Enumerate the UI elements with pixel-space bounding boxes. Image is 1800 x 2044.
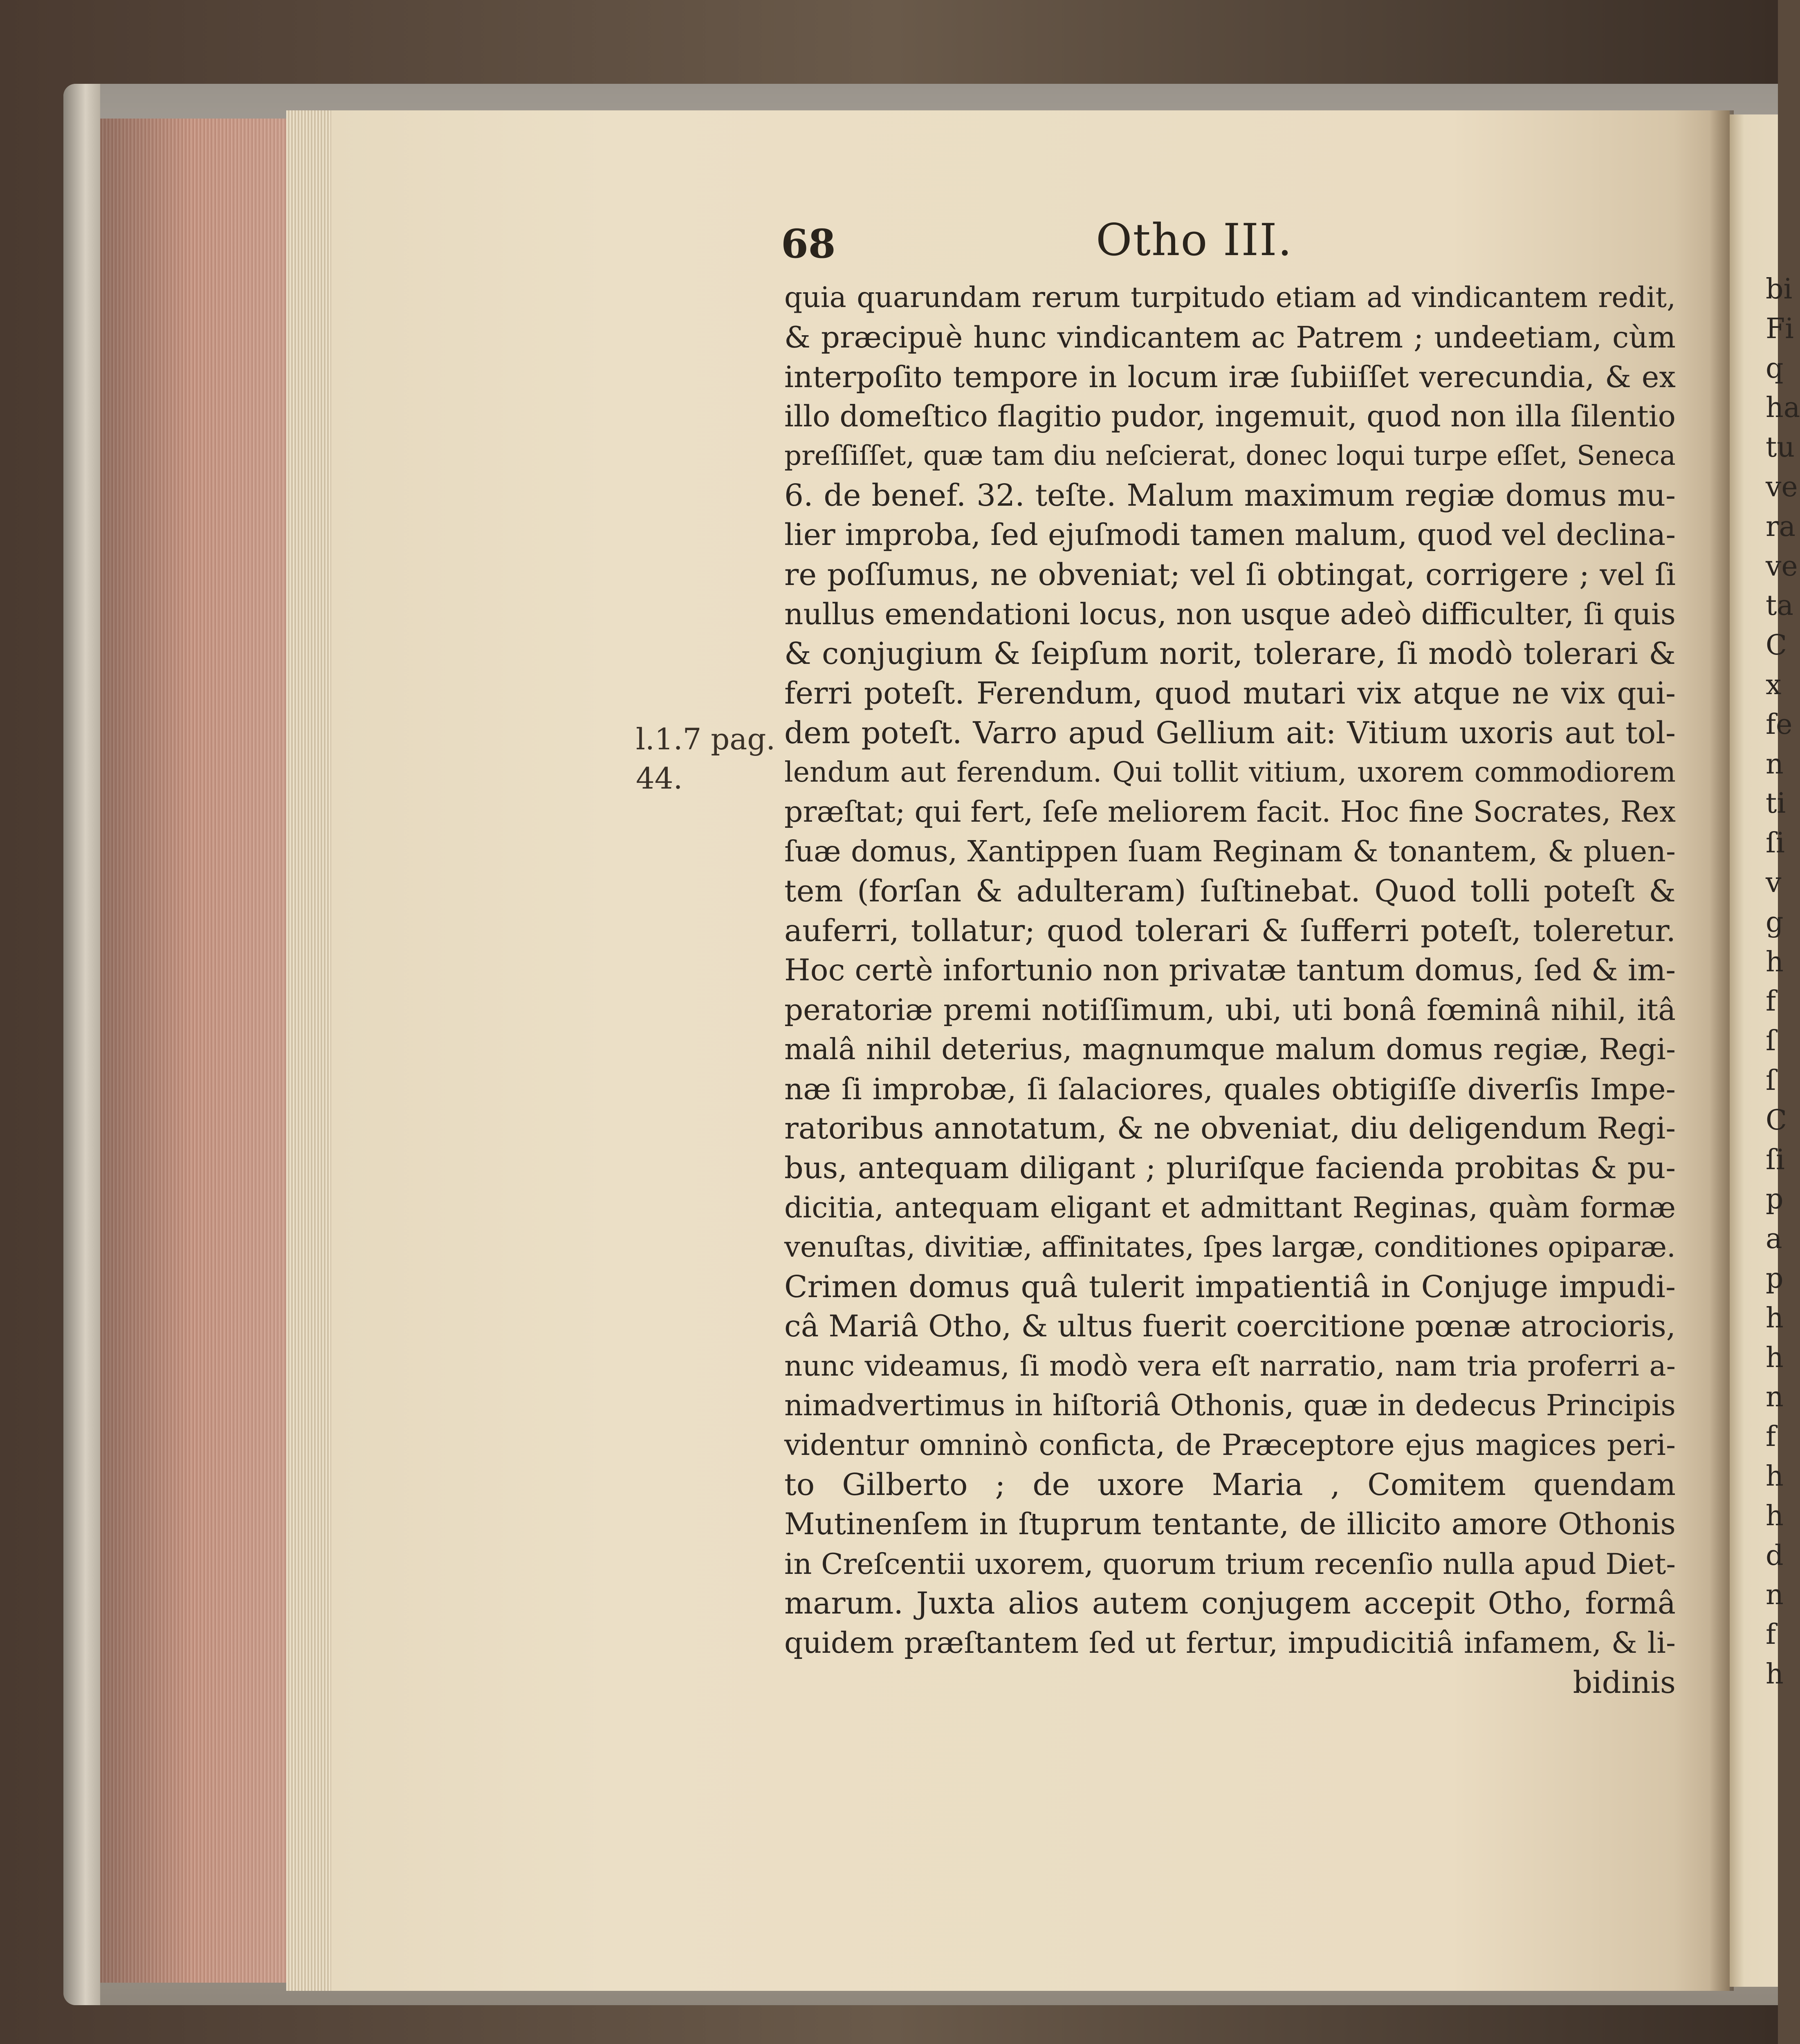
right-page-fragment: q [1766, 352, 1784, 385]
right-page-fragments [1766, 270, 1800, 1694]
text-line: Mutinenſem in ſtuprum tentante, de illicito amore Othonis [784, 1506, 1676, 1542]
right-page-fragment: ve [1766, 471, 1798, 503]
right-page-fragment: n [1766, 748, 1784, 780]
page-number: 68 [781, 221, 836, 267]
text-line: nunc videamus, ſi modò vera eſt narratio, nam tria proferri a- [784, 1349, 1676, 1383]
right-page-fragment: ſi [1766, 1143, 1785, 1176]
text-line: preſſiſſet, quæ tam diu neſcierat, donec loqui turpe eſſet, Seneca [784, 440, 1676, 472]
right-page-fragment: h [1766, 1499, 1784, 1532]
text-line: marum. Juxta alios autem conjugem accepit Otho, formâ [784, 1586, 1676, 1621]
right-page-fragment: d [1766, 1539, 1784, 1572]
text-line: dicitia, antequam eligant et admittant Reginas, quàm formæ [784, 1191, 1676, 1225]
right-page-fragment: ve [1766, 550, 1798, 583]
text-line: interpoſito tempore in locum iræ ſubiiſſet verecundia, & ex [784, 359, 1676, 394]
text-line: lier improba, ſed ejuſmodi tamen malum, quod vel declina- [784, 517, 1676, 552]
right-page-fragment: f [1766, 1618, 1776, 1651]
right-page-fragment: p [1766, 1183, 1784, 1216]
text-line: Crimen domus quâ tulerit impatientiâ in Conjuge impudi- [784, 1269, 1676, 1304]
body-text [784, 278, 1676, 1703]
right-page-fragment: ha [1766, 392, 1800, 424]
text-line: ſuæ domus, Xantippen ſuam Reginam & tonantem, & pluen- [784, 834, 1676, 869]
text-line: malâ nihil deterius, magnumque malum domus regiæ, Regi- [784, 1032, 1676, 1067]
margin-note-line-1: l.1.7 pag. [636, 722, 776, 756]
text-line: 6. de benef. 32. teſte. Malum maximum regiæ domus mu- [784, 477, 1676, 513]
right-page-fragment: g [1766, 906, 1784, 939]
right-page-fragment: n [1766, 1579, 1784, 1611]
text-line: peratoriæ premi notiſſimum, ubi, uti bonâ fœminâ nihil, itâ [784, 993, 1676, 1027]
text-line: ratoribus annotatum, & ne obveniat, diu deligendum Regi- [784, 1111, 1676, 1146]
text-line: præſtat; qui fert, ſeſe meliorem facit. Hoc fine Socrates, Rex [784, 795, 1676, 829]
right-page-fragment: ſi [1766, 827, 1785, 860]
right-page-fragment: C [1766, 629, 1787, 662]
text-line: Hoc certè infortunio non privatæ tantum domus, ſed & im- [784, 953, 1676, 988]
right-page-fragment: p [1766, 1262, 1784, 1295]
right-page-fragment: a [1766, 1223, 1782, 1255]
text-line: to Gilberto ; de uxore Maria , Comitem quendam [784, 1467, 1676, 1502]
text-line: nullus emendationi locus, non usque adeò difficulter, ſi quis [784, 597, 1676, 632]
right-page-fragment: C [1766, 1104, 1787, 1136]
page-edges [286, 110, 333, 1991]
text-line: videntur omninò confictа, de Præceptore ejus magices peri- [784, 1428, 1676, 1462]
margin-note [636, 719, 775, 798]
running-title: Otho III. [1096, 215, 1293, 266]
right-page-fragment: v [1766, 866, 1782, 899]
text-line: lendum aut ferendum. Qui tollit vitium, uxorem commodiorem [784, 756, 1676, 789]
right-page-fragment: h [1766, 1341, 1784, 1374]
right-page-fragment: ſ [1766, 1025, 1776, 1058]
text-line: dem poteſt. Varro apud Gellium ait: Vitium uxoris aut tol- [784, 715, 1676, 751]
text-line: & conjugium & ſeipſum norit, tolerare, ſi modò tolerari & [784, 636, 1676, 672]
right-page-fragment: fe [1766, 708, 1793, 741]
text-line: bidinis [1573, 1665, 1676, 1700]
right-page-fragment: ra [1766, 510, 1796, 543]
text-line: illo domeſtico flagitio pudor, ingemuit, quod non illa ſilentio [784, 399, 1676, 434]
right-page-fragment: f [1766, 985, 1776, 1018]
text-line: bus, antequam diligant ; pluriſque facienda probitas & pu- [784, 1150, 1676, 1186]
right-page-fragment: h [1766, 946, 1784, 978]
text-line: re poſſumus, ne obveniat; vel ſi obtingat, corrigere ; vel ſi [784, 557, 1676, 592]
right-page-fragment: Fi [1766, 312, 1794, 345]
text-line: in Creſcentii uxorem, quorum trium recenſio nulla apud Diet- [784, 1547, 1676, 1581]
text-line: ferri poteſt. Ferendum, quod mutari vix atque ne vix qui- [784, 675, 1676, 711]
right-page-fragment: h [1766, 1658, 1784, 1690]
right-page-fragment: bi [1766, 273, 1793, 305]
text-line: tem (forſan & adulteram) ſuſtinebat. Quod tolli poteſt & [784, 873, 1676, 909]
right-page-fragment: h [1766, 1302, 1784, 1334]
text-line: câ Mariâ Otho, & ultus fuerit coercitione pœnæ atrocioris, [784, 1309, 1676, 1344]
text-line: quidem præſtantem ſed ut fertur, impudicitiâ infamem, & li- [784, 1626, 1676, 1660]
text-line: auferri, tollatur; quod tolerari & ſufferri poteſt, toleretur. [784, 913, 1676, 948]
right-page-fragment: ta [1766, 589, 1793, 622]
right-page-fragment: f [1766, 1421, 1776, 1453]
right-page-fragment: ti [1766, 787, 1786, 820]
text-line: nimadvertimus in hiſtoriâ Othonis, quæ in dedecus Principis [784, 1388, 1676, 1423]
cover-edge [63, 84, 100, 2005]
text-line: quia quarundam rerum turpitudo etiam ad vindicantem redit, [784, 281, 1676, 314]
right-page-fragment: n [1766, 1381, 1784, 1414]
margin-note-line-2: 44. [636, 761, 683, 796]
text-line: & præcipuè hunc vindicantem ac Patrem ; undeetiam, cùm [784, 320, 1676, 354]
right-page-fragment: x [1766, 668, 1782, 701]
text-line: næ ſi improbæ, ſi ſalaciores, quales obtigiſſe diverſis Impe- [784, 1071, 1676, 1106]
right-page-fragment: tu [1766, 431, 1795, 464]
text-line: venuſtas, divitiæ, affinitates, ſpes largæ, conditiones opiparæ. [784, 1231, 1676, 1264]
right-page-fragment: ſ [1766, 1064, 1776, 1097]
right-page-fragment: h [1766, 1460, 1784, 1493]
